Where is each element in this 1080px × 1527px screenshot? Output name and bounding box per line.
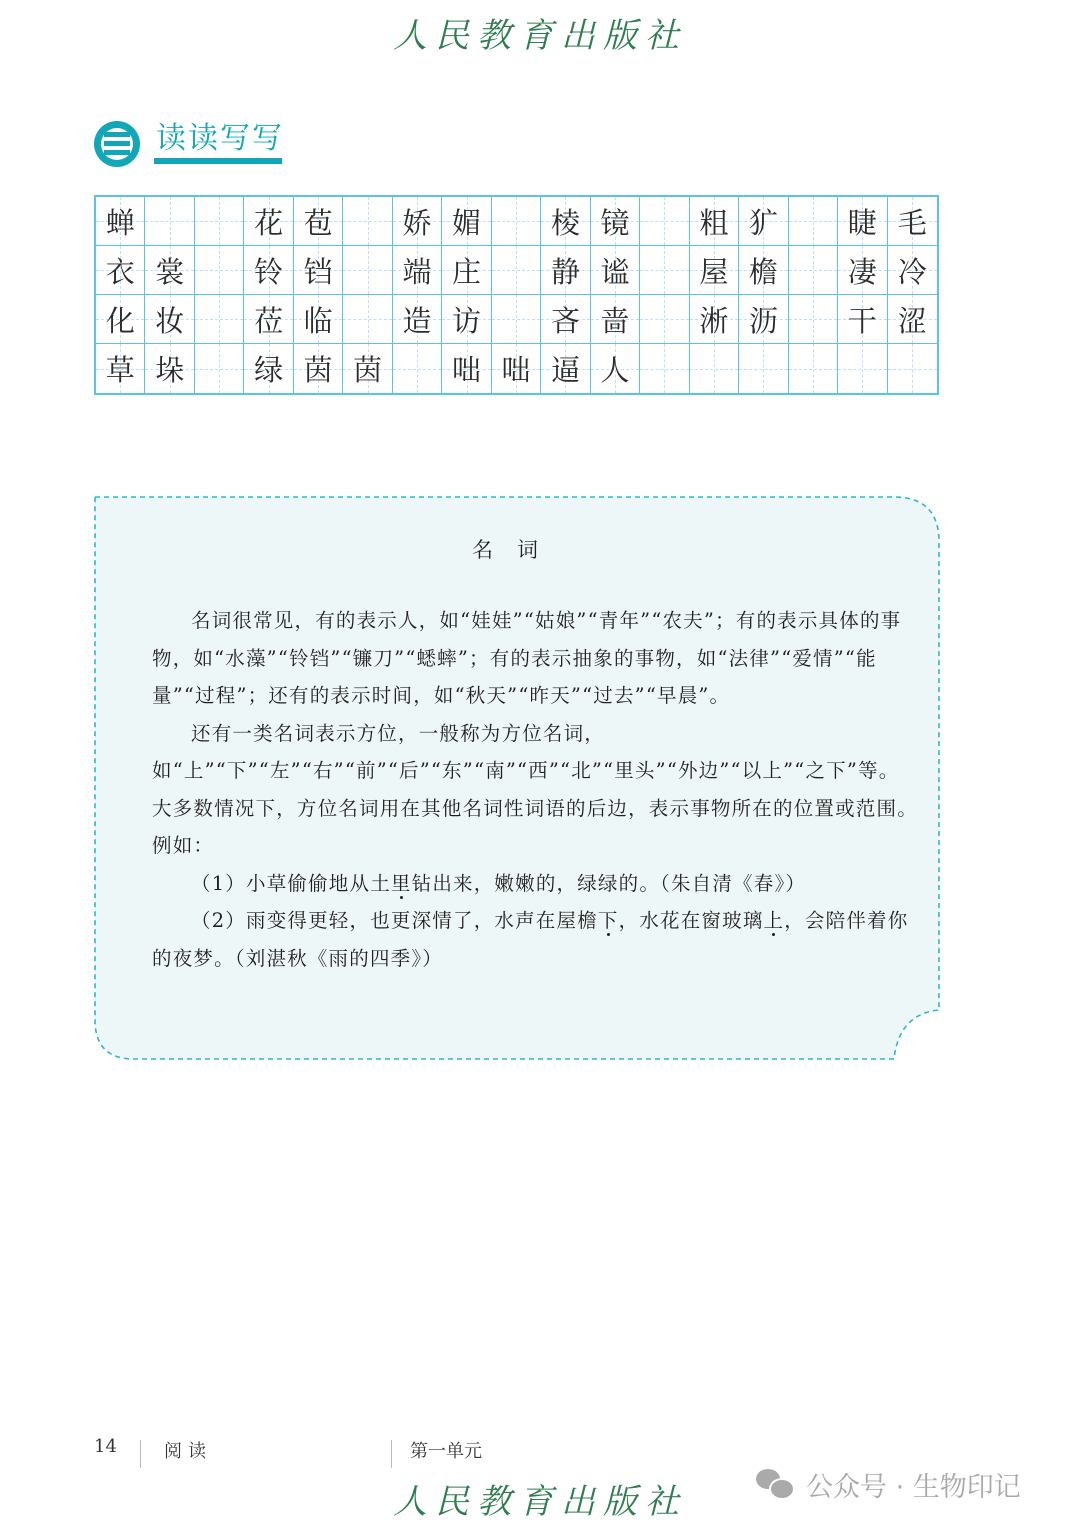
note-title: 名词 <box>472 538 562 562</box>
grid-character: 干 <box>847 303 877 338</box>
grid-character: 花 <box>254 205 284 240</box>
grid-cell <box>343 295 392 344</box>
footer-section-label: 阅读 <box>164 1441 212 1462</box>
note-paragraph-1: 名词很常见，有的表示人，如“娃娃”“姑娘”“青年”“农夫”；有的表示具体的事物，如“水藻”“铃铛”“镰刀”“蟋蟀”；有的表示抽象的事物，如“法律”“爱情”“能量”“过程”；还有的表示时间，如“秋天”“昨天”“过去”“早晨”。 <box>152 609 902 707</box>
grid-cell <box>294 344 343 393</box>
grid-cell <box>96 246 145 295</box>
grid-character: 粗 <box>699 205 729 240</box>
grid-character: 檐 <box>748 254 778 289</box>
grid-character: 莅 <box>254 303 284 338</box>
grid-character: 沥 <box>748 303 778 338</box>
grid-cell <box>541 246 590 295</box>
grid-cell <box>492 344 541 393</box>
grid-character: 冷 <box>897 254 927 289</box>
grid-cell <box>492 246 541 295</box>
grid-cell <box>541 197 590 246</box>
grid-character: 涩 <box>897 303 927 338</box>
grid-cell <box>294 246 343 295</box>
grid-cell <box>244 295 293 344</box>
grid-character: 凄 <box>847 254 877 289</box>
grid-cell <box>888 246 937 295</box>
page-number: 14 <box>94 1436 117 1457</box>
grid-character: 人 <box>600 353 630 387</box>
grid-character: 逼 <box>550 353 580 387</box>
grid-character: 苞 <box>303 205 333 240</box>
grid-cell <box>838 246 887 295</box>
grid-character: 铛 <box>303 254 333 289</box>
grid-character: 犷 <box>748 205 778 240</box>
grid-cell <box>739 246 788 295</box>
grid-cell <box>145 246 194 295</box>
footer-divider <box>140 1440 141 1468</box>
grid-cell <box>541 344 590 393</box>
grid-character: 茵 <box>303 353 333 387</box>
grid-cell <box>591 197 640 246</box>
grid-cell <box>640 197 689 246</box>
grid-character: 谧 <box>600 254 630 289</box>
grid-cell <box>96 344 145 393</box>
grid-cell <box>739 295 788 344</box>
grid-cell <box>343 197 392 246</box>
note-paragraph-2: 还有一类名词表示方位，一般称为方位名词，如“上”“下”“左”“右”“前”“后”“东”“南”“西”“北”“里头”“外边”“以上”“之下”等。大多数情况下，方位名词用在其他名词性词语的后边，表示事物所在的位置或范围。例如： <box>152 721 918 857</box>
grid-cell <box>393 246 442 295</box>
grid-character: 娇 <box>402 205 432 240</box>
grid-character: 淅 <box>699 303 729 338</box>
grid-character: 化 <box>105 303 135 338</box>
note-body <box>152 602 918 977</box>
grid-cell <box>789 246 838 295</box>
grid-character: 媚 <box>452 205 482 240</box>
section-underline <box>154 158 282 164</box>
grid-character: 屋 <box>699 254 729 289</box>
grid-cell <box>739 344 788 393</box>
grid-character: 端 <box>402 254 432 289</box>
publisher-logo-bottom: 人民教育出版社 <box>393 1482 687 1522</box>
grid-cell <box>789 197 838 246</box>
grid-character: 静 <box>550 254 580 289</box>
grid-cell <box>294 295 343 344</box>
grid-character: 草 <box>105 353 135 387</box>
grid-cell <box>96 295 145 344</box>
note-example-2: （2）雨变得更轻，也更深情了，水声在屋檐下，水花在窗玻璃上，会陪伴着你的夜梦。（刘湛秋《雨的四季》） <box>152 909 909 970</box>
grid-cell <box>838 197 887 246</box>
grid-character: 镜 <box>600 205 630 240</box>
grid-character: 吝 <box>550 303 580 338</box>
grid-character: 棱 <box>550 205 580 240</box>
grid-cell <box>195 344 244 393</box>
grid-cell <box>393 295 442 344</box>
grid-cell <box>244 344 293 393</box>
word-grid <box>94 195 939 395</box>
grid-character: 茵 <box>353 353 383 387</box>
watermark-text: 公众号 · 生物印记 <box>806 1471 1021 1503</box>
grid-cell <box>442 344 491 393</box>
watermark <box>756 1464 1021 1504</box>
grid-cell <box>789 344 838 393</box>
grid-cell <box>591 295 640 344</box>
grid-cell <box>442 295 491 344</box>
grid-cell <box>690 197 739 246</box>
grid-character: 铃 <box>254 254 284 289</box>
wechat-icon <box>756 1467 796 1501</box>
grid-character: 临 <box>303 303 333 338</box>
grid-cell <box>888 295 937 344</box>
grid-cell <box>838 295 887 344</box>
grid-character: 咄 <box>452 353 482 387</box>
grid-cell <box>442 197 491 246</box>
grid-character: 访 <box>452 303 482 338</box>
grid-character: 垛 <box>155 353 185 387</box>
section-title: 读读写写 <box>156 121 284 156</box>
footer-divider <box>391 1440 392 1468</box>
grid-character: 啬 <box>600 303 630 338</box>
grid-cell <box>591 246 640 295</box>
grid-cell <box>838 344 887 393</box>
grid-character: 妆 <box>155 303 185 338</box>
grid-cell <box>393 344 442 393</box>
grid-cell <box>640 344 689 393</box>
grid-cell <box>541 295 590 344</box>
grid-character: 睫 <box>847 205 877 240</box>
grid-cell <box>96 197 145 246</box>
grid-character: 咄 <box>501 353 531 387</box>
grid-cell <box>591 344 640 393</box>
grid-character: 衣 <box>105 254 135 289</box>
grid-cell <box>640 246 689 295</box>
grid-cell <box>888 197 937 246</box>
grid-cell <box>343 246 392 295</box>
note-example-1: （1）小草偷偷地从土里钻出来，嫩嫩的，绿绿的。（朱自清《春》） <box>191 871 807 895</box>
grid-cell <box>343 344 392 393</box>
grid-cell <box>244 246 293 295</box>
footer-unit-label: 第一单元 <box>410 1441 482 1462</box>
grid-cell <box>145 295 194 344</box>
grid-cell <box>492 295 541 344</box>
note-box <box>94 496 940 1060</box>
grid-cell <box>195 246 244 295</box>
grid-character: 庄 <box>452 254 482 289</box>
grid-cell <box>690 295 739 344</box>
grid-cell <box>393 197 442 246</box>
grid-cell <box>294 197 343 246</box>
publisher-logo-top: 人民教育出版社 <box>393 16 687 56</box>
grid-character: 蝉 <box>105 205 135 240</box>
grid-cell <box>640 295 689 344</box>
grid-cell <box>442 246 491 295</box>
grid-cell <box>195 197 244 246</box>
grid-cell <box>145 197 194 246</box>
grid-character: 裳 <box>155 254 185 289</box>
grid-cell <box>690 344 739 393</box>
grid-cell <box>145 344 194 393</box>
grid-cell <box>690 246 739 295</box>
grid-cell <box>739 197 788 246</box>
grid-cell <box>244 197 293 246</box>
grid-cell <box>789 295 838 344</box>
grid-character: 毛 <box>897 205 927 240</box>
page-footer <box>0 1436 1080 1466</box>
grid-character: 造 <box>402 303 432 338</box>
grid-cell <box>888 344 937 393</box>
grid-character: 绿 <box>254 353 284 387</box>
three-circle-icon <box>94 121 140 167</box>
grid-cell <box>195 295 244 344</box>
grid-cell <box>492 197 541 246</box>
